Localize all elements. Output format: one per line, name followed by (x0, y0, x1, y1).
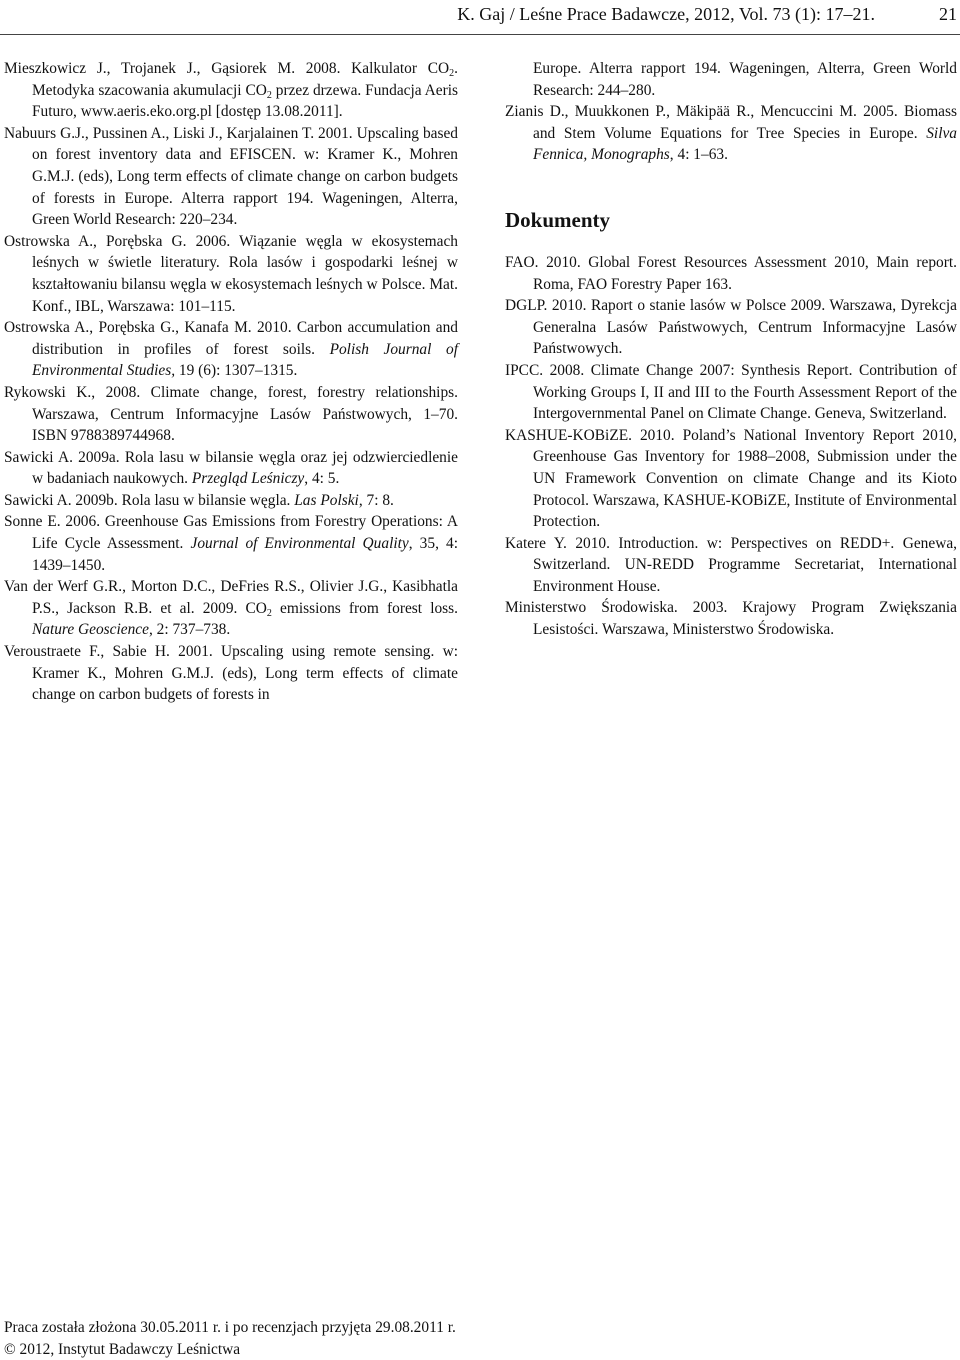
page-footer (4, 1317, 904, 1360)
reference-text: Veroustraete F., Sabie H. 2001. Upscaling using remote sensing. w: Kramer K., Mohren G.M.J. (eds), Long term effects of climate change on carbon budgets of forests in (4, 643, 458, 704)
reference-text: Mieszkowicz J., Trojanek J., Gąsiorek M. 2008. Kalkulator CO (4, 60, 450, 77)
reference-text: KASHUE-KOBiZE. 2010. Poland’s National Inventory Report 2010, Greenhouse Gas Inventory for 1988–2008, Submission under the UN Framework Convention on climate Change and its Kioto Protocol. Warszawa, KASHUE-KOBiZE, Institute of Environmental Protection. (505, 426, 957, 531)
reference-entry (505, 425, 957, 533)
reference-entry (4, 490, 458, 512)
reference-entry (505, 597, 957, 640)
reference-entry (4, 576, 458, 641)
reference-text: Sonne E. 2006. Greenhouse Gas Emissions from Forestry Operations: A Life Cycle Assessment. (4, 513, 458, 553)
reference-text: Ministerstwo Środowiska. 2003. Krajowy Program Zwiększania Lesistości. Warszawa, Ministerstwo Środowiska. (505, 599, 957, 639)
reference-text: Nabuurs G.J., Pussinen A., Liski J., Karjalainen T. 2001. Upscaling based on forest inventory data and EFISCEN. w: Kramer K., Mohren G.M.J. (eds), Long term effects of climate change on carbon budgets of forests in Europe. Alterra rapport 194. Wageningen, Alterra, Green World Research: 220–234. (4, 124, 458, 229)
reference-text: , 7: 8. (358, 491, 394, 509)
reference-entry (505, 252, 957, 295)
subscript: 2 (449, 68, 455, 79)
reference-entry (4, 58, 458, 123)
reference-text: emissions from forest loss. (271, 599, 458, 617)
italic-title: Journal of Environmental Quality (190, 535, 409, 553)
reference-list (4, 58, 458, 706)
reference-text: DGLP. 2010. Raport o stanie lasów w Polsce 2009. Warszawa, Dyrekcja Generalna Lasów Państwowych, Centrum Informacyjne Lasów Państwowych. (505, 297, 957, 358)
reference-entry (4, 641, 458, 706)
reference-text: Ostrowska A., Porębska G. 2006. Wiązanie węgla w ekosystemach leśnych w świetle literatury. Rola lasów i gospodarki leśnej w kształtowaniu bilansu węgla w ekosystemach leśnych w Polsce. Mat. Konf., IBL, Warszawa: 101–115. (4, 232, 458, 315)
section-heading: Dokumenty (505, 207, 611, 232)
page-number: 21 (939, 4, 957, 24)
reference-list-continued (505, 58, 957, 166)
reference-entry (505, 295, 957, 360)
reference-entry (505, 533, 957, 598)
reference-text: IPCC. 2008. Climate Change 2007: Synthesis Report. Contribution of Working Groups I, II and III to the Fourth Assessment Report of the Intergovernmental Panel on Climate Change. Geneva, Switzerland. (505, 361, 957, 423)
documents-list (505, 252, 957, 641)
reference-entry (4, 317, 458, 382)
journal-citation: K. Gaj / Leśne Prace Badawcze, 2012, Vol. 73 (1): 17–21. (457, 4, 875, 24)
reference-text: Sawicki A. 2009b. Rola lasu w bilansie węgla. (4, 491, 295, 509)
reference-text: Sawicki A. 2009a. Rola lasu w bilansie węgla oraz jej odzwierciedlenie w badaniach naukowych. (4, 448, 458, 488)
running-header (0, 2, 960, 28)
left-column (4, 58, 458, 706)
reference-text: Van der Werf G.R., Morton D.C., DeFries R.S., Olivier J.G., Kasibhatla P.S., Jackson R.B. et al. 2009. CO (4, 578, 458, 617)
reference-entry (4, 447, 458, 490)
subscript: 2 (266, 607, 272, 619)
reference-text: Katere Y. 2010. Introduction. w: Perspectives on REDD+. Genewa, Switzerland. UN-REDD Programme Secretariat, International Environment House. (505, 534, 957, 595)
reference-entry (4, 231, 458, 317)
reference-text: Rykowski K., 2008. Climate change, forest, forestry relationships. Warszawa, Centrum Informacyjne Lasów Państwowych, 1–70. ISBN 9788389744968. (4, 383, 458, 445)
italic-title: Polish Journal of Environmental Studies, (32, 340, 458, 380)
reference-text: 19 (6): 1307–1315. (175, 362, 298, 380)
italic-title: Las Polski (294, 491, 359, 509)
reference-text: Ostrowska A., Porębska G., Kanafa M. 2010. Carbon accumulation and distribution in profiles of forest soils. (4, 319, 458, 358)
reference-text: przez drzewa. Fundacja Aeris Futuro, www.aeris.eko.org.pl [dostęp 13.08.2011]. (32, 81, 458, 121)
italic-title: Silva Fennica, Monographs (533, 124, 957, 164)
reference-entry (505, 58, 957, 101)
copyright-note: © 2012, Instytut Badawczy Leśnictwa (4, 1340, 241, 1358)
reference-text: , 4: 1–63. (669, 146, 728, 164)
reference-entry (4, 511, 458, 576)
reference-text: , 4: 5. (304, 470, 340, 488)
submission-note: Praca została złożona 30.05.2011 r. i po recenzjach przyjęta 29.08.2011 r. (4, 1319, 456, 1336)
italic-title: Nature Geoscience (32, 621, 149, 639)
reference-text: , 35, 4: 1439–1450. (32, 535, 458, 574)
header-divider (0, 34, 960, 35)
reference-entry (505, 360, 957, 425)
reference-entry (4, 123, 458, 231)
italic-title: Przegląd Leśniczy (191, 470, 305, 488)
right-column (505, 58, 957, 641)
reference-text: Zianis D., Muukkonen P., Mäkipää R., Mencuccini M. 2005. Biomass and Stem Volume Equations for Tree Species in Europe. (505, 103, 957, 142)
reference-entry (505, 101, 957, 166)
reference-text: FAO. 2010. Global Forest Resources Assessment 2010, Main report. Roma, FAO Forestry Paper 163. (505, 253, 957, 293)
reference-text: Europe. Alterra rapport 194. Wageningen, Alterra, Green World Research: 244–280. (533, 60, 957, 99)
reference-text: . Metodyka szacowania akumulacji CO (32, 60, 458, 99)
subscript: 2 (266, 89, 272, 101)
reference-text: , 2: 737–738. (148, 621, 231, 639)
reference-entry (4, 382, 458, 447)
